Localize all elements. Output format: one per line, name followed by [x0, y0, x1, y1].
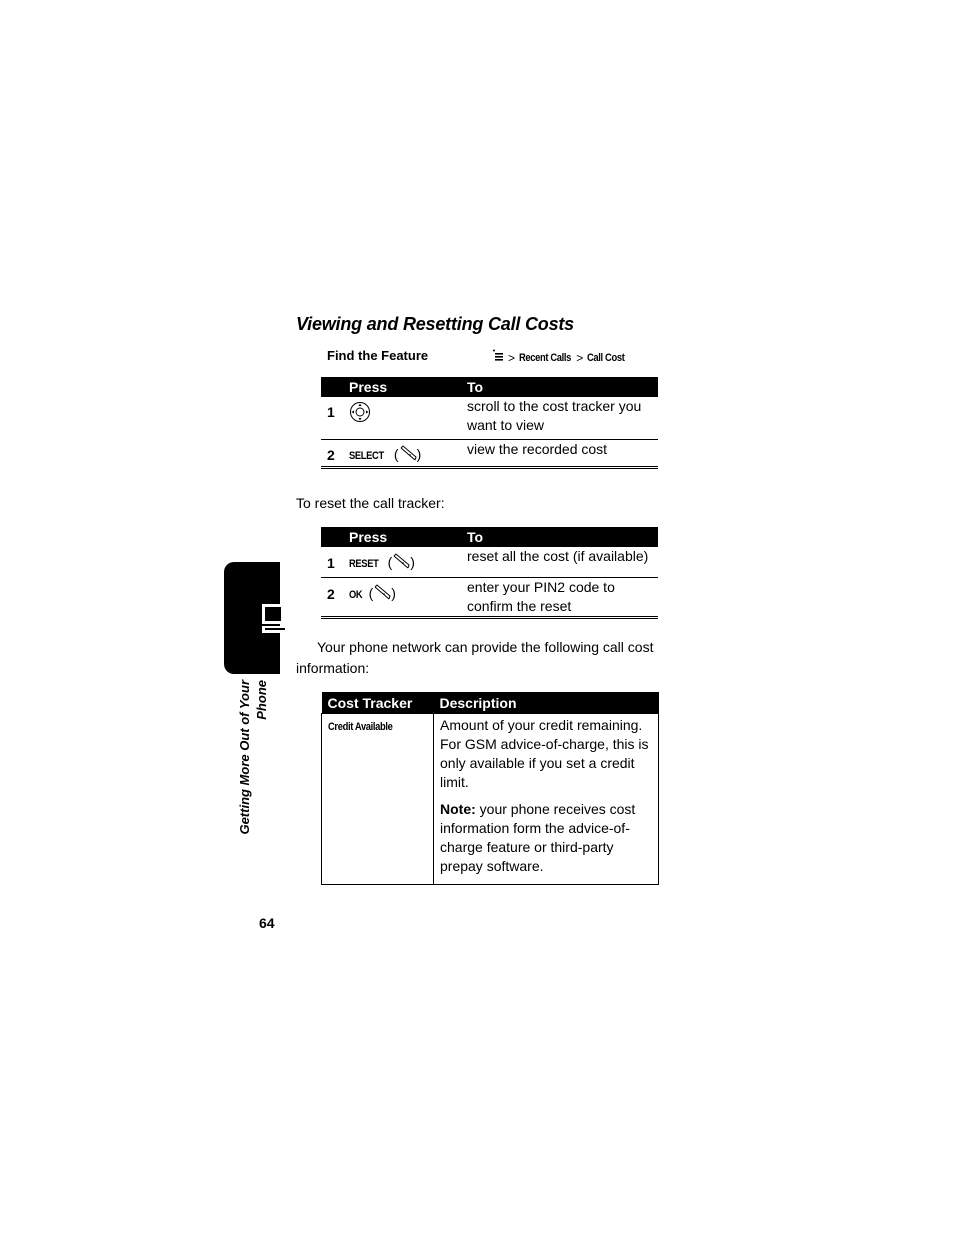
header-description: Description: [434, 692, 659, 714]
header-cost-tracker: Cost Tracker: [322, 692, 434, 714]
network-info-text: Your phone network can provide the following call cost information:: [296, 639, 654, 676]
table-row: 2 OK ( ) enter your PIN2 code to confirm the reset: [321, 577, 658, 617]
credit-available-label: Credit Available: [328, 721, 393, 733]
description-text: Amount of your credit remaining. For GSM advice-of-charge, this is only available if you set a credit limit.: [440, 717, 649, 790]
table-row: 2 SELECT ( ) view the recorded cost: [321, 439, 658, 467]
path-separator: >: [576, 350, 584, 365]
header-press: Press: [349, 377, 467, 397]
header-press: Press: [349, 527, 467, 547]
soft-key-icon: [392, 554, 410, 570]
note-paragraph: [440, 800, 652, 876]
find-feature-label: Find the Feature: [327, 348, 429, 363]
view-cost-table: [321, 377, 658, 469]
find-feature-path: [492, 349, 631, 366]
path-item-recent-calls: Recent Calls: [519, 351, 572, 364]
header-to: To: [467, 377, 658, 397]
nav-key-icon: [349, 410, 371, 426]
path-item-call-cost: Call Cost: [587, 351, 625, 364]
cost-tracker-table: [321, 692, 659, 885]
select-key-label: SELECT: [349, 449, 384, 462]
header-to: To: [467, 527, 658, 547]
reset-cost-table: [321, 527, 658, 619]
reset-key-label: RESET: [349, 558, 379, 570]
table-row: [322, 714, 659, 885]
phone-computer-icon: [260, 598, 306, 643]
table-row: 1 RESET ( ) reset all the cost (if available): [321, 547, 658, 577]
note-label: Note:: [440, 801, 476, 817]
path-separator: >: [508, 350, 516, 365]
page-number: 64: [259, 915, 275, 931]
ok-key-label: OK: [349, 588, 363, 601]
side-tab: [224, 562, 280, 674]
soft-key-icon: [399, 446, 417, 462]
table-row: 1 scroll to the cost tracker you want to view: [321, 397, 658, 439]
reset-intro: To reset the call tracker:: [296, 495, 445, 511]
menu-icon: [492, 349, 504, 366]
section-title: Viewing and Resetting Call Costs: [296, 314, 574, 334]
soft-key-icon: [373, 585, 391, 601]
note-text: your phone receives cost information form the advice-of-charge feature or third-party prepay software.: [440, 801, 636, 874]
side-tab-chapter-title: Getting More Out of Your Phone: [237, 680, 269, 835]
